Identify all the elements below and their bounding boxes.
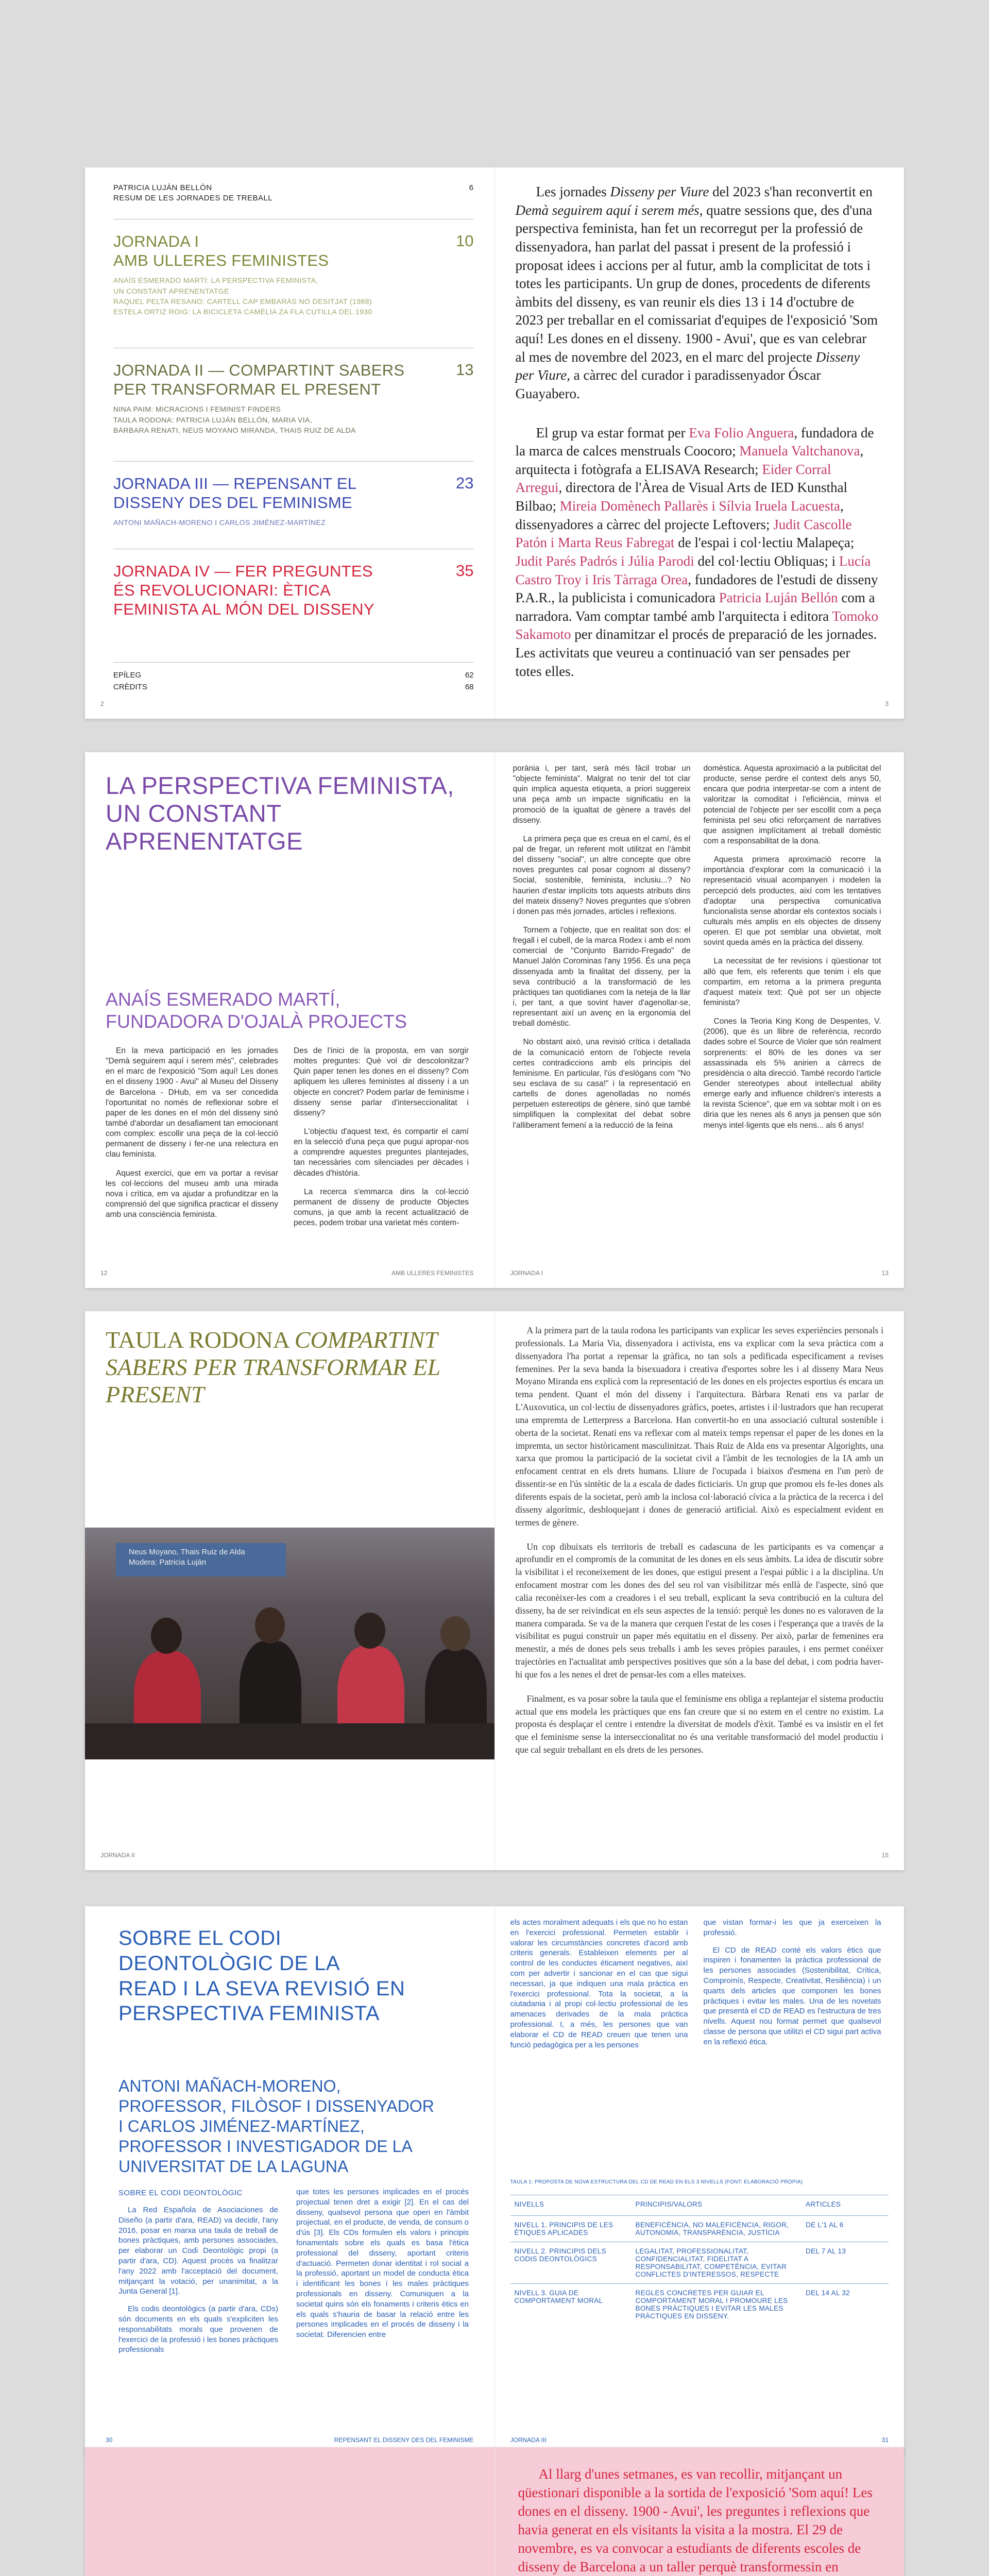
person-head [354, 1613, 385, 1649]
text-column-4: que vistan formar-i les que ja exerceixen la professió. El CD de READ conté els valors ètics que inspiren i fonamenten la pràctica professional de les persones associades (Sostenibilitat, Crítica, Compromís, Respecte, Creativitat, Resiliència) i un quarts dels articles que componen les bones pràctiques i evitar les males. Una de les novetats que presentà el CD de READ es l'estructura de tres nivells. Aquest nou format permet que qualsevol classe de persona que utilitzi el CD sigui part activa en la reflexió ètica. [703, 1918, 881, 2046]
toc-page-number: 10 [456, 232, 474, 250]
article-page-left [85, 752, 495, 1288]
footer-section: AMB ULLERES FEMINISTES [391, 1269, 474, 1277]
round-table-text: A la primera part de la taula rodona les participants van explicar les seves experiències personals i professionals. La Maria Via, dissenyadora i activista, ens va explicar com la seva pràctica com a dissenyadora l'ha portat a repensar la gràfica, no tan sols a pedificada especificament a revises femenines. Per la seva banda la bisexuadora i creativa d'esportes sobre les i al disseny Mara Neus Moyano Miranda ens explicà com la representació de les dones en els projectes esportius és encara un tema pendent. Quant el món del disseny i l'arquitectura. Bàrbara Renati ens va parlar de L'Auxovutica, un col·lectiu de dissenyadores gràfics, poetes, artistes i il·lustradors que han recuperat una empremta de Letterpress a Barcelona. Han convertit-ho en una associació cultural sostenible i oberta de la societat. Renati ens va reflexar com al mateix temps repensar el paper de les dones en la impremta, un sector històricament masculinitzat. Thais Ruiz de Alda ens va presentar Algorights, una xarxa que promou la participació de la societat civil a l'àmbit de les tecnologies de la IA amb un enfocament centrat en els drets humans. Lliure de l'ocupada i biaixos d'esmena en l'un però de dissentir-se en l'ús sintètic de la a escala de dades ficticiaris. Un grup que promou els fe-les dones als diferents espais de la societat, però amb la inclosa col·laboració cívica a la pràctica de la recerca i del disseny algorítmic, desbloquejant i dones de generació artificial. Això es especialment evident en termes de gènere. Un cop dibuixats els territoris de treball es cadascuna de les participants es va començar a aprofundir en el compromís de la comunitat de les dones en els seus àmbits. La idea de discutir sobre la visibilitat i el reconeixement de les dones, que estigui present a l'espai públic i a la disciplina. Un enfocament mostrar com les dones des del seu rol van visibilitzar més enllà de l'aspecte, sinó que calia reconèixer-les com a creadores i el seu treball, explicant la seva contribució en la cultura del disseny, ha de ser reivindicat en els seus aspectes de la tensió: perquè les dones no es valoraven de la manera comparada. Se va de la manera que cerquen l'estat de les coses i l'esperança que a través de la visibilitat es pugui construir un paper més equitatiu en el disseny. Per això, parlar de femenines era menestir, a més de dones pels seus treballs i amb les seves pròpies paraules, i ens permet conéixer trajectòries en l'actualitat amb perspectives positives que són a la base del debat, i com podria haver-hi que fos a les nenes el dret de pensar-les com a elles mateixes. Finalment, es va posar sobre la taula que el feminisme ens obliga a replantejar el sistema productiu actual que ens modela les pràctiques que ens fan creure que si no estem en el centre no existim. La proposta és desplaçar el centre i entendre la diversitat de models d'èxit. També es va insistir en el fet que el feminisme sense la interseccionalitat no és una veritable transformació del model productiu i que cal seguir treballant en els drets de les persones. [515, 1325, 883, 1755]
toc-epilog-label: EPÍLEG [113, 671, 142, 680]
column-header: PRINCIPIS/VALORS [632, 2195, 802, 2216]
table-row [510, 2242, 889, 2284]
column-header: NIVELLS [510, 2195, 632, 2216]
person-head [255, 1607, 285, 1643]
footer-page-number: 31 [881, 2436, 889, 2444]
round-table-page-right [495, 1311, 905, 1870]
toc-entry-jornada-1[interactable] [113, 232, 474, 317]
section-heading: SOBRE EL CODI DEONTOLÒGIC [118, 2189, 243, 2197]
contents-page [85, 167, 495, 719]
toc-subentries: NINA PAIM: MICRACIONS I FEMINIST FINDERS TAULA RODONA: PATRICIA LUJÁN BELLÓN, MARIA VIA, BÀRBARA RENATI, NEUS MOYANO MIRANDA, THAIS RUIZ DE ALDA [113, 405, 356, 434]
toc-subentries: ANTONI MAÑACH-MORENO I CARLOS JIMÉNEZ-MARTÍNEZ [113, 518, 326, 527]
intro-paragraph-2: El grup va estar format per Eva Folio Anguera, fundadora de la marca de calces menstruals Coocoro; Manuela Valtchanova, arquitecta i fotògrafa a ELISAVA Research; Eider Corral Arregui, directora de l'Àrea de Visual Arts de IED Kunsthal Bilbao; Mireia Domènech Pallarès i Sílvia Iruela Lacuesta, dissenyadores a càrrec del projecte Leftovers; Judit Cascolle Patón i Marta Reus Fabregat de l'espai i col·lectiu Malapeça; Judit Parés Padrós i Júlia Parodi del col·lectiu Obliquas; i Lucía Castro Troy i Iris Tàrraga Orea, fundadores de l'estudi de disseny P.A.R., la publicista i comunicadora Patricia Luján Bellón com a narradora. Vam comptar també amb l'arquitecta i editora Tomoko Sakamoto per dinamitzar el procés de preparació de les jornades. Les activitats que veureu a continuació van ser pensades per totes elles. [515, 425, 878, 679]
spread-jornada-2 [85, 1311, 904, 1870]
article-author: ANAÍS ESMERADO MARTÍ, FUNDADORA D'OJALÀ PROJECTS [106, 989, 407, 1032]
table-caption: TAULA 1: PROPOSTA DE NOVA ESTRUCTURA DEL CD DE READ EN ELS 3 NIVELLS (FONT: ELABORACIÓ PRÒPIA) [510, 2179, 803, 2185]
text-column-3: porània i, per tant, serà més fàcil trobar un "objecte feminista". Malgrat no tenir del tot clar quin implica aquesta etiqueta, a priori suggereix una peça amb un impacte significatiu en la promoció de la igualtat de gènere a través del disseny. La primera peça que es creua en el camí, és el pal de fregar, un referent molt utilitzat en l'àmbit del disseny "social", un altre concepte que obre noves preguntes cal posar cognom al disseny? Social, sostenible, feminista, inclusiu...? No haurien d'estar implícits tots aquests atributs dins del mateix disseny? Noves preguntes que s'obren i donen pas més jornades, articles i reflexions. Tornem a l'objecte, que en realitat son dos: el fregall i el cubell, de la marca Rodex i amb el nom comercial de "Conjunto Barrido-Fregado" de Manuel Jalón Corominas l'any 1956. És una peça dissenyada amb la finalitat del disseny, per la seva contribució a la transformació de les pràctiques tan quotidianes com la neteja de la llar i, per tant, a que sovint haver d'agenollar-se, representant així un avenç en la ergonomia del treball domèstic. No obstant això, una revisió crítica i detallada de la comunicació entorn de l'objecte revela certes contradiccions amb els principis del feminisme. En particular, l'ús d'eslògans com "No seu esclava de su casa!" i la representació en cartells de dones agenolladas no només perpetuen estereotips de gènere, sinó que també simplifiquen la complexitat del debat sobre l'alliberament femení a la reducció de la feina [513, 764, 691, 1130]
toc-page-number: 35 [456, 562, 474, 580]
photo-caption: Neus Moyano, Thais Ruiz de Alda Modera: Patricia Luján [129, 1548, 245, 1567]
contents-header [113, 183, 474, 204]
article-title: LA PERSPECTIVA FEMINISTA, UN CONSTANT APRENENTATGE [106, 772, 454, 855]
round-table-title: TAULA RODONA COMPARTINT SABERS PER TRANSFORMAR EL PRESENT [106, 1327, 441, 1408]
toc-page-number: 23 [456, 474, 474, 492]
round-table-photo [85, 1528, 494, 1759]
introduction-text [516, 183, 879, 701]
toc-page-number: 13 [456, 361, 474, 379]
toc-subentries: ANAÍS ESMERADO MARTÍ: LA PERSPECTIVA FEMINISTA, UN CONSTANT APRENENTATGE RAQUEL PELTA RESANO: CARTELL CAP EMBARÀS NO DESITJAT (1988) ESTELA ORTIZ ROIG: LA BICICLETA CAMÈLIA ZA FLA CUTILLA DEL 1930 [113, 276, 372, 316]
table-cell: REGLES CONCRETES PER GUIAR EL COMPORTAMENT MORAL I PROMOURE LES BONES PRÀCTIQUES I EVITAR LES MALES PRÀCTIQUES EN DISSENY. [632, 2284, 802, 2326]
article-page-right [495, 752, 905, 1288]
spread-jornada-3 [85, 1906, 904, 2455]
footer-page-number: 30 [106, 2436, 113, 2444]
table-cell: NIVELL 2. PRINCIPIS DELS CODIS DEONTOLÒGICS [510, 2242, 632, 2284]
table-row [510, 2216, 889, 2242]
footer-section: JORNADA I [510, 1269, 543, 1277]
code-structure-table [510, 2195, 889, 2325]
text-column-1: En la meva participació en les jornades "Demà seguirem aquí i serem més", celebrades en el marc de l'exposició "Som aquí! Les dones en el disseny 1900 - Avui" al Museu del Disseny de Barcelona - DHub, em va ser concedida l'oportunitat no només de reflexionar sobre el paper de les dones en el món del disseny sinó també d'abordar un desafiament tan emocionant com complex: escollir una peça de la col·lecció permanent de disseny i fer-ne una relectura en clau feminista. Aquest exercici, que em va portar a revisar les col·leccions del museu amb una mirada nova i crítica, em va ajudar a profunditzar en la comprensió del que significa practicar el disseny amb una consciència feminista. [106, 1046, 278, 1219]
text-column-3: els actes moralment adequats i els que no ho estan en l'exercici professional. Permeten establir i valorar les circumstàncies concretes d'acord amb criteris generals. Estableixen elements per al control de les conductes èticament negatives, així com per advertir i sancionar en el cas que sigui necessari, ja que indiquen una mala pràctica en l'exercici professional. Tota la societat, a la ciutadania i al propi col·lectiu professional de les amenaces derivades de la mala pràctica professional. I, a més, les persones que van elaborar el CD de READ creuen que tenen una funció pedagògica per a les persones [510, 1918, 688, 2049]
divider [113, 662, 474, 663]
table-header-row [510, 2195, 889, 2216]
text-column-2: que totes les persones implicades en el procés projectual tenen dret a exigir [2]. En el cas del disseny, qualsevol persona que operi en l'àmbit projectual, en el producte, de venda, de consum o d'ús [3]. Els CDs formulen els valors i principis fonamentals sobre els quals es basa l'ètica professional del disseny, aportant criteris d'actuació. Permeten donar identitat i rol social a la professió, aportant un model de conducta ètica i identificant les bones i les males pràctiques professionals en disseny. Comuniquen a la societat quins són els fonaments i criteris ètics en els quals s'hauria de basar la relació entre les persones implicades en el procés de disseny i la societat. Diferencien entre [296, 2188, 469, 2340]
code-article-page-left [85, 1906, 495, 2455]
intro-paragraph-1: Les jornades Disseny per Viure del 2023 s'han reconvertit en Demà seguirem aquí i serem més, quatre sessions que, des d'una perspectiva feminista, han fet un recorregut per la professió de dissenyadora, han parlat del passat i present de la professió i proposat idees i accions per al futur, amb la complicitat de tots i totes les participants. Un grup de dones, procedents de diferents àmbits del disseny, es van reunir els dies 13 i 14 d'octubre de 2023 per treballar en el comissariat d'equipes de l'exposició 'Som aquí! Les dones en el disseny. 1900 - Avui', que es van celebrar al mes de novembre del 2023, en el marc del projecte Disseny per Viure, a càrrec del curador i paradissenyador Óscar Guayabero. [515, 184, 878, 401]
footer-section: REPENSANT EL DISSENY DES DEL FEMINISME [334, 2436, 474, 2444]
page-number: 2 [100, 700, 104, 707]
table-cell: DE L'1 AL 6 [802, 2216, 889, 2242]
jornada-4-intro-page [495, 2447, 905, 2576]
article-title: SOBRE EL CODI DEONTOLÒGIC DE LA READ I LA SEVA REVISIÓ EN PERSPECTIVA FEMINISTA [118, 1927, 405, 2025]
toc-title: JORNADA II — COMPARTINT SABERS PER TRANSFORMAR EL PRESENT [113, 361, 405, 399]
toc-entry-jornada-2[interactable] [113, 361, 474, 435]
introduction-page [495, 167, 905, 719]
text-column-1: La Red Española de Asociaciones de Diseño (a partir d'ara, READ) va decidir, l'any 2016, posar en marxa una taula de treball de bones pràctiques, amb persones associades, per elaborar un Codi Deontològic propi (a partir d'ara, CD). Aquest procés va finalitzar l'any 2022 amb l'acceptació del document, mitjançant la votació, per unanimitat, a la Junta General [1]. Els codis deontològics (a partir d'ara, CDs) són documents en els quals s'expliciten les responsabilitats morals que provenen de l'exercici de la professió i les bones pràctiques professionals [118, 2206, 278, 2354]
header-page-number: 6 [469, 183, 474, 192]
text-column-4: domèstica. Aquesta aproximació a la publicitat del producte, sense perdre el context dels anys 50, encara que podria interpretar-se com a intent de valoritzar la comoditat i l'eficiència, minva el potencial de l'objecte per ser escollit com a peça feminista pel seu ofici reforçament de narratives que assignen implícitament al treball domèstic com a responsabilitat de la dona. Aquesta primera aproximació recorre la importància d'explorar com la comunicació i la representació visual acompanyen i modelen la percepció dels productes, així com les tentatives d'adoptar una perspectiva comunicativa funcionalista sense abordar els contextos socials i culturals més amplis en els objectes de disseny operen. El que pot semblar una obvietat, molt sovint queda amés en la pràctica del disseny. La necessitat de fer revisions i qüestionar tot allò que fem, els referents que tenim i els que compartim, em retorna a la primera pregunta d'aquest mateix text: Què pot ser un objecte feminista? Cones la Teoria King Kong de Despentes, V. (2006), que és un llibre de referència, recordo dades sobre el Source de Violer que són realment sorprenents: el 80% de les dones va ser assassinada els 5% anirien a càrrecs de presidència o alta direcció. També recordo l'article Gender stereotypes about intellectual ability emerge early and influence children's interests a la revista Science", que em va sobtar molt i on es diria que les nenes als 6 anys ja pensen que són menys intel·ligents que els nens... als 6 anys! [703, 764, 881, 1130]
toc-credits-label: CRÈDITS [113, 682, 147, 691]
page-number: 3 [885, 700, 889, 707]
toc-title: JORNADA I AMB ULLERES FEMINISTES [113, 232, 329, 270]
divider [113, 461, 474, 462]
table-cell: NIVELL 1. PRINCIPIS DE LES ÈTIQUES APLICADES [510, 2216, 632, 2242]
table-cell: NIVELL 3. GUIA DE COMPORTAMENT MORAL [510, 2284, 632, 2326]
table-cell: BENEFICÈNCIA, NO MALEFICÈNCIA, RIGOR, AUTONOMIA, TRANSPARÈNCIA, JUSTÍCIA [632, 2216, 802, 2242]
footer-page-number: 13 [881, 1269, 889, 1277]
table-cell: LEGALITAT, PROFESSIONALITAT, CONFIDENCIALITAT, FIDELITAT A RESPONSABILITAT, COMPETÈNCIA, EVITAR CONFLICTES D'INTERESSOS, RESPECTE [632, 2242, 802, 2284]
table [85, 1723, 494, 1759]
footer-page-number: 12 [100, 1269, 108, 1277]
toc-entry-jornada-4[interactable] [113, 562, 474, 619]
toc-entry-jornada-3[interactable] [113, 474, 474, 528]
toc-title: JORNADA III — REPENSANT EL DISSENY DES DEL FEMINISME [113, 474, 357, 512]
toc-epilog-number: 62 [465, 671, 474, 680]
header-author: PATRICIA LUJÁN BELLÓN [113, 183, 212, 192]
code-article-page-right [495, 1906, 905, 2455]
person-head [151, 1618, 182, 1654]
article-authors: ANTONI MAÑACH-MORENO, PROFESSOR, FILÒSOF I DISSENYADOR I CARLOS JIMÉNEZ-MARTÍNEZ, PROFESSOR I INVESTIGADOR DE LA UNIVERSITAT DE LA LAGUNA [118, 2077, 434, 2176]
spread-contents [85, 167, 904, 719]
round-table-page-left [85, 1311, 495, 1870]
spread-jornada-1 [85, 752, 904, 1288]
table-cell: DEL 14 AL 32 [802, 2284, 889, 2326]
toc-credits-number: 68 [465, 682, 474, 691]
toc-entry-epilog[interactable] [113, 670, 474, 693]
table-cell: DEL 7 AL 13 [802, 2242, 889, 2284]
header-title: RESUM DE LES JORNADES DE TREBALL [113, 194, 273, 203]
footer-section: JORNADA II [100, 1852, 135, 1859]
table-row [510, 2284, 889, 2326]
text-column-2: Des de l'inici de la proposta, em van sorgir moltes preguntes: Què vol dir descolonitzar? Quin paper tenen les dones en el disseny? Com apliquem les ulleres feministes al disseny i a un objecte en concret? Podem parlar de feminisme i disseny sense parlar d'interseccionalitat i disseny? L'objectiu d'aquest text, és compartir el camí en la selecció d'una peça que pugui apropar-nos a comprendre aquestes preguntes plantejades, tan necessàries com silenciades per dècades i dècades d'història. La recerca s'emmarca dins la col·lecció permanent de disseny de producte Objectes comuns, ja que amb la recent actualització de peces, podem trobar una varietat més contem- [294, 1046, 469, 1228]
footer-page-number: 15 [881, 1852, 889, 1859]
jornada-4-cover-page [85, 2447, 495, 2576]
spread-jornada-4 [85, 2447, 904, 2576]
person-head [440, 1616, 470, 1651]
footer-section: JORNADA III [510, 2436, 547, 2444]
column-header: ARTICLES [802, 2195, 889, 2216]
jornada-4-text: Al llarg d'unes setmanes, es van recollir, mitjançant un qüestionari disponible a la sortida de l'exposició 'Som aquí! Les dones en el disseny. 1900 - Avui', les preguntes i reflexions que havia generat en els visitants la visita a la mostra. El 29 de novembre, es va convocar a estudiants de diferents escoles de disseny de Barcelona a un taller perquè transformessin en [518, 2466, 873, 2574]
toc-title: JORNADA IV — FER PREGUNTES ÉS REVOLUCIONARI: ÈTICA FEMINISTA AL MÓN DEL DISSENY [113, 562, 374, 619]
